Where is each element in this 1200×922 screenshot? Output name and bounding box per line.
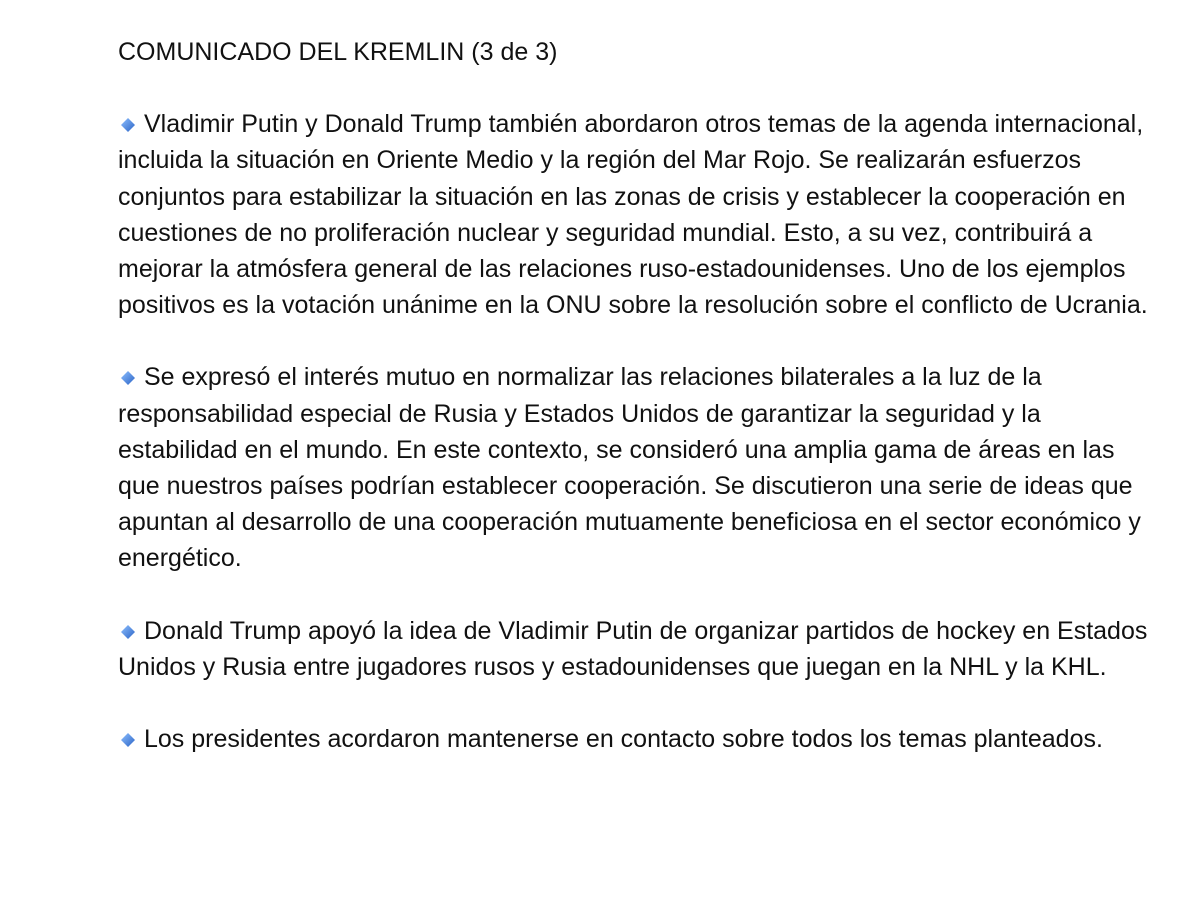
paragraph-4 (118, 721, 1148, 757)
small-blue-diamond-icon (120, 732, 136, 748)
paragraph-3 (118, 613, 1148, 685)
paragraph-text: Se expresó el interés mutuo en normalizar las relaciones bilaterales a la luz de la responsabilidad especial de Rusia y Estados Unidos de garantizar la seguridad y la estabilidad en el mundo. En este contexto, se consideró una amplia gama de áreas en las que nuestros países podrían establecer cooperación. Se discutieron una serie de ideas que apuntan al desarrollo de una cooperación mutuamente beneficiosa en el sector económico y energético. (118, 363, 1141, 573)
document-body (118, 34, 1148, 793)
paragraph-2 (118, 359, 1148, 576)
small-blue-diamond-icon (120, 370, 136, 386)
paragraph-text: Los presidentes acordaron mantenerse en contacto sobre todos los temas planteados. (144, 725, 1103, 754)
small-blue-diamond-icon (120, 117, 136, 133)
paragraph-text: Donald Trump apoyó la idea de Vladimir Putin de organizar partidos de hockey en Estados Unidos y Rusia entre jugadores rusos y estadounidenses que juegan en la NHL y la KHL. (118, 616, 1148, 681)
paragraph-1 (118, 106, 1148, 323)
paragraph-text: Vladimir Putin y Donald Trump también abordaron otros temas de la agenda internacional, incluida la situación en Oriente Medio y la región del Mar Rojo. Se realizarán esfuerzos conjuntos para estabilizar la situación en las zonas de crisis y establecer la cooperación en cuestiones de no proliferación nuclear y seguridad mundial. Esto, a su vez, contribuirá a mejorar la atmósfera general de las relaciones ruso-estadounidenses. Uno de los ejemplos positivos es la votación unánime en la ONU sobre la resolución sobre el conflicto de Ucrania. (118, 110, 1148, 320)
small-blue-diamond-icon (120, 624, 136, 640)
document-title: COMUNICADO DEL KREMLIN (3 de 3) (118, 38, 558, 66)
